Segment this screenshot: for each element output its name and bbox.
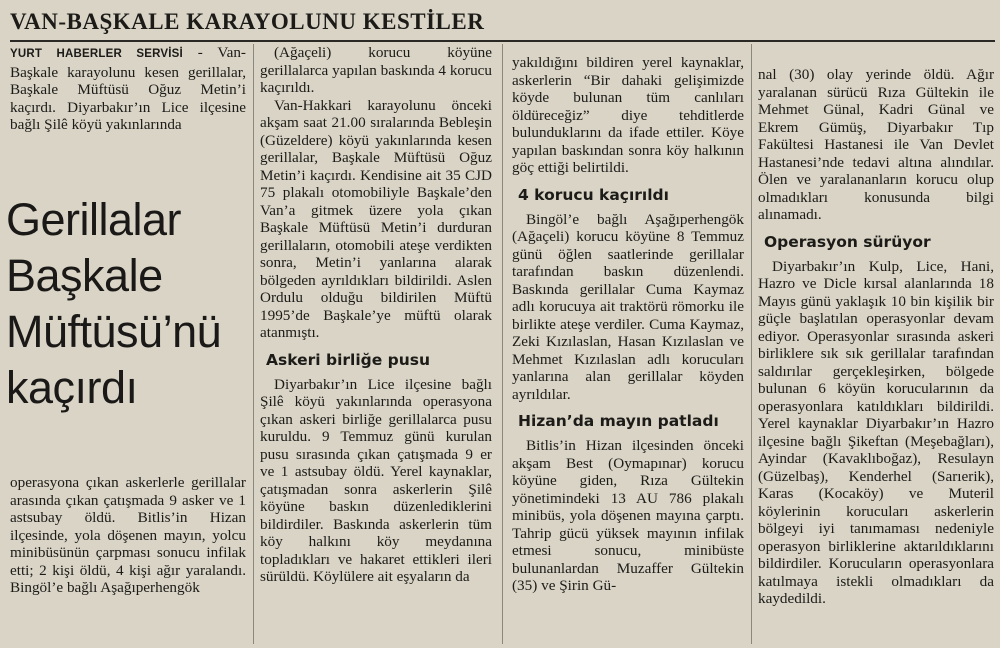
title-line: Başkale — [6, 250, 163, 301]
article-column-1-bottom — [10, 474, 246, 597]
paragraph: Diyarbakır’ın Kulp, Lice, Hani, Hazro ve Dicle kırsal alanlarında 18 Mayıs günü yaklaşık 10 bin kişilik bir güçle başlatılan operasyonlar devam ediyor. Operasyonlar sırasında askeri birliklere sık sık gerillalar tarafından saldırılar gerçekleşirken, bölgede bulunan 6 köyün korucularının da operasyonlara katıldıkları bildirildi. Yerel kaynaklar Diyarbakır’ın Hazro ilçesine bağlı Şikeftan (Meşebağları), Ayindar (Kavaklıboğaz), Resulayn (Güzelbaş), Kenderhel (Sarıerik), Karas (Kocaköy) ve Muteril köylerinin korucuları askerlerin bölgeyi iyi tanımaması nedeniyle operasyon birliklerine aktarıldıklarını bildirdiler. Korucuların operasyonlara katılmaya istekli olmadıkları da kaydedildi. — [758, 257, 994, 607]
article-column-1 — [10, 44, 246, 134]
subheading: Operasyon sürüyor — [764, 232, 931, 251]
paragraph: nal (30) olay yerinde öldü. Ağır yaralanan sürücü Rıza Gültekin ile Mehmet Günal, Kadri Günal ve Ekrem Gümüş, Diyarbakır Tıp Fakültesi Hastanesi ile Van Devlet Hastanesi’nde tedavi altına alındılar. Ölen ve yaralananların korucu olup olmadıkları konusunda bilgi alınamadı. — [758, 66, 994, 223]
subheading: Askeri birliğe pusu — [266, 350, 431, 369]
lead-paragraph — [10, 44, 246, 134]
article-column-3 — [512, 54, 744, 595]
paragraph: Bitlis’in Hizan ilçesinden önceki akşam Best (Oymapınar) korucu köyüne giden, Rıza Gültekin yönetimindeki 13 AU 786 plakalı minibüs, yola döşenen mayına çarptı. Tahrip gücü yüksek mayının infilak etmesi sonucu, minibüste bulunanlardan Muzaffer Gültekin (35) ve Şirin Gü- — [512, 437, 744, 594]
paragraph: Van-Hakkari karayolunu önceki akşam saat 21.00 sıralarında Bebleşin (Güzeldere) köyü yakınlarında kesen gerillalar, Başkale Müftüsü Oğuz Metin’i kaçırdı. Kendisine ait 35 CJD 75 plakalı otomobiliyle Başkale’den Van’a gitmek üzere yola çıkan Başkale Müftüsü Metin’i durduran gerillaların, otomobili ateşe verdikten sonra, Metin’i yanlarına alarak bölgeden ayrıldıkları bildirildi. Aslen Ordulu olduğu bildirilen Müftü 1995’de Başkale’ye müftü olarak atanmıştı. — [260, 96, 492, 341]
title-line: Müftüsü’nü — [6, 306, 222, 357]
article-column-4 — [758, 66, 994, 608]
subheading: Hizan’da mayın patladı — [518, 412, 719, 430]
paragraph: (Ağaçeli) korucu köyüne gerillalarca yapılan baskında 4 korucu kaçırıldı. — [260, 44, 492, 96]
column-rule — [253, 44, 254, 644]
byline: YURT HABERLER SERVİSİ — [10, 48, 183, 60]
headline: VAN-BAŞKALE KARAYOLUNU KESTİLER — [10, 9, 485, 34]
paragraph: operasyona çıkan askerlerle gerillalar arasında çıkan çatışmada 9 asker ve 1 astsubay öldü. Bitlis’in Hizan ilçesinde, yola döşenen mayın, yolcu minibüsünün çarpması sonucu infilak etti; 2 kişi öldü, 4 kişi ağır yaralandı. Bingöl’e bağlı Aşağıperhengök — [10, 474, 246, 596]
paragraph: Diyarbakır’ın Lice ilçesine bağlı Şilê köyü yakınlarında operasyona çıkan askeri birliğe gerillalarca pusu kuruldu. 9 Temmuz günü kurulan pusu sırasında çıkan çatışmada 9 er ve 1 astsubay öldü. Yerel kaynaklar, çatışmadan sonra askerlerin Şilê köyüne baskın düzenlediklerini bildirdiler. Baskında askerlerin tüm köy halkını köy meydanına topladıkları ve hakaret ettikleri ileri sürüldü. Köylülere ait eşyaların da — [260, 375, 492, 585]
article-title — [6, 192, 246, 416]
paragraph: Bingöl’e bağlı Aşağıperhengök (Ağaçeli) korucu köyüne 8 Temmuz günü öğlen saatlerinde gerillalar tarafından baskın düzenlendi. Baskında gerillalar Cuma Kaymaz adlı korucuya ait traktörü römorku ile birlikte ateşe verdiler. Cuma Kaymaz, Zeki Kızılaslan, Hasan Kızılaslan ve Mehmet Kızılaslan adlı korucuları yanlarına alan gerillalar köyden ayrıldılar. — [512, 210, 744, 403]
title-line: kaçırdı — [6, 362, 138, 413]
article-column-2 — [260, 44, 492, 586]
title-line: Gerillalar — [6, 194, 182, 245]
column-rule — [751, 44, 752, 644]
paragraph: yakıldığını bildiren yerel kaynaklar, askerlerin “Bir dahaki gelişimizde köyde bulunan tüm canlıları öldüreceğiz” diye tehditlerde bulunduklarını da ifade ettiler. Köye yapılan baskından sonra köy halkının göç ettiği belirtildi. — [512, 54, 744, 176]
lead-text: - Van-Başkale karayolunu kesen gerillalar, Başkale Müftüsü Oğuz Metin’i kaçırdı. Diyarbakır’ın Lice ilçesine bağlı Şilê köyü yakınlarında — [10, 44, 246, 133]
column-rule — [502, 44, 503, 644]
subheading: 4 korucu kaçırıldı — [518, 185, 669, 204]
headline-bar — [10, 4, 995, 42]
